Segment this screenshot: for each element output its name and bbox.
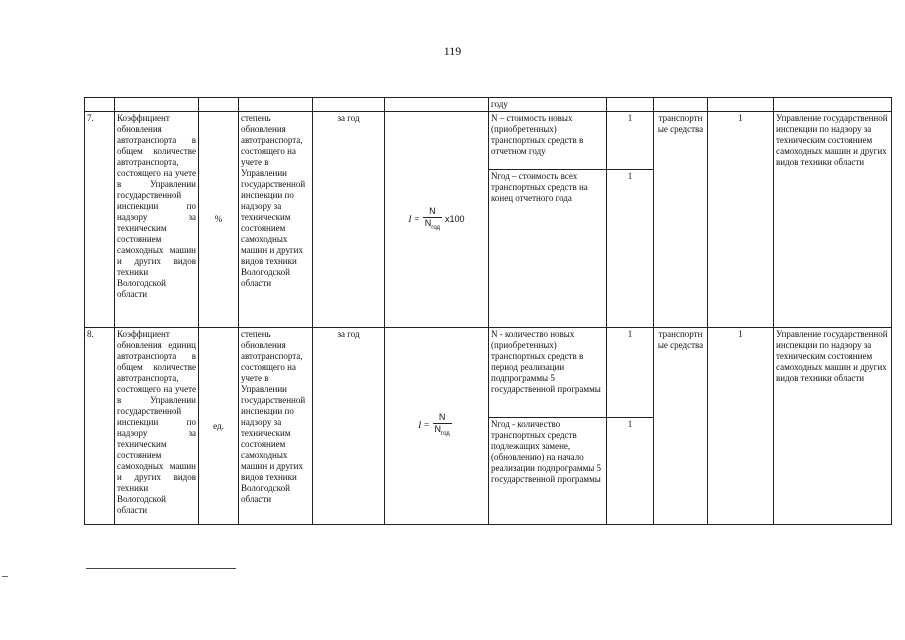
variable-code: 1 [607, 170, 654, 328]
formula-suffix: x100 [445, 213, 465, 224]
formula-numerator: N [438, 412, 446, 423]
indicator-name: Коэффициент обновления единиц автотранспорта в общем количестве автотранспорта, состоящего на учете в Управлении государственной инспекции по надзору за техническим состоянием самоходных машин и других видов техники Вологодской области [115, 328, 199, 525]
formula-lhs: I = [418, 420, 430, 431]
responsible-body: Управление государственной инспекции по надзору за техническим состоянием самоходных машин и других видов техники области [774, 328, 892, 525]
variable-description: N - количество новых (приобретенных) транспортных средств в период реализации подпрограммы 5 государственной программы [489, 328, 607, 418]
cell [85, 98, 115, 112]
responsible-body: Управление государственной инспекции по надзору за техническим состоянием самоходных машин и других видов техники области [774, 112, 892, 328]
table-row [85, 328, 892, 418]
formula-numerator: N [429, 205, 436, 216]
cell [239, 98, 313, 112]
footnote-separator [86, 568, 236, 569]
formula [385, 112, 489, 328]
count: 1 [708, 112, 774, 328]
variable-description: Nгод - количество транспортных средств подлежащих замене, (обновлению) на начало реализации подпрограммы 5 государственной программы [489, 418, 607, 525]
indicator-definition: степень обновления автотранспорта, состоящего на учете в Управлении государственной инспекции по надзору за техническим состоянием самоходных машин и других видов техники Вологодской области [239, 328, 313, 525]
count: 1 [708, 328, 774, 525]
variable-code: 1 [607, 328, 654, 418]
cell [313, 98, 385, 112]
formula-denominator: $N_{год}$ [423, 217, 442, 234]
cell [654, 98, 708, 112]
unit: % [199, 112, 239, 328]
indicator-name: Коэффициент обновления автотранспорта в общем количестве автотранспорта, состоящего на учете в Управлении государственной инспекции по надзору за техническим состоянием самоходных машин и других видов техники Вологодской области [115, 112, 199, 328]
variable-description: N – стоимость новых (приобретенных) транспортных средств в отчетном году [489, 112, 607, 170]
indicators-table [84, 97, 892, 525]
formula-denominator: $N_{год}$ [433, 423, 452, 440]
variable-code: 1 [607, 112, 654, 170]
cell [708, 98, 774, 112]
row-number: 7. [85, 112, 115, 328]
variable-code: 1 [607, 418, 654, 525]
formula [385, 328, 489, 525]
table-row [85, 112, 892, 170]
cell [385, 98, 489, 112]
cell [774, 98, 892, 112]
continuation-row [85, 98, 892, 112]
period: за год [313, 112, 385, 328]
variable-description: Nгод – стоимость всех транспортных средств на конец отчетного года [489, 170, 607, 328]
edge-mark [2, 576, 8, 577]
cell [607, 98, 654, 112]
data-source: транспортные средства [654, 112, 708, 328]
unit: ед. [199, 328, 239, 525]
continuation-text: году [489, 98, 607, 112]
period: за год [313, 328, 385, 525]
cell [199, 98, 239, 112]
indicator-definition: степень обновления автотранспорта, состоящего на учете в Управлении государственной инспекции по надзору за техническим состоянием самоходных машин и других видов техники Вологодской области [239, 112, 313, 328]
cell [115, 98, 199, 112]
formula-lhs: I = [408, 213, 420, 224]
page-number: 119 [443, 44, 462, 58]
row-number: 8. [85, 328, 115, 525]
data-source: транспортные средства [654, 328, 708, 525]
